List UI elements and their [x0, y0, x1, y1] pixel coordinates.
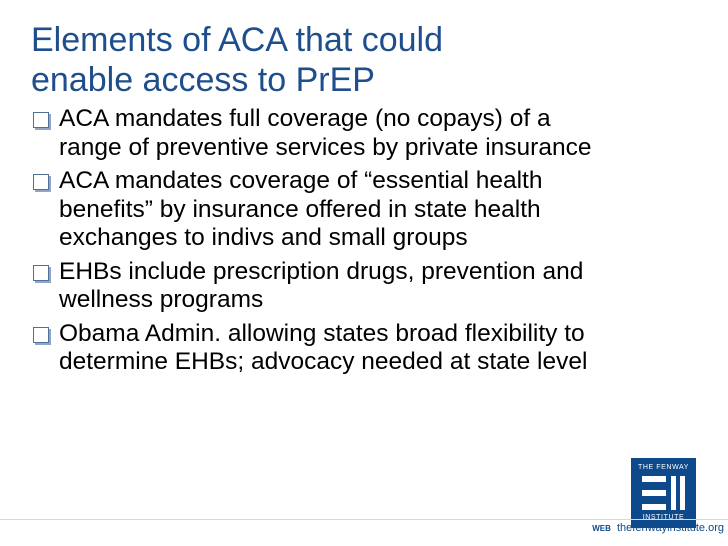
bullet-list [32, 105, 682, 382]
slide-title-line-2: enable access to PrEP [31, 61, 375, 99]
slide-title-line-1: Elements of ACA that could [31, 21, 444, 59]
bullet-line: determine EHBs; advocacy needed at state level [59, 348, 588, 375]
bullet-line: ACA mandates full coverage (no copays) of a [59, 105, 551, 132]
fenway-logo-mark-icon [642, 476, 685, 510]
checkbox-bullet-icon [33, 327, 49, 343]
bullet-line: ACA mandates coverage of “essential health [59, 167, 543, 194]
bullet-line: range of preventive services by private insurance [59, 133, 592, 161]
bullet-item [32, 320, 682, 377]
footer-url-link[interactable]: thefenwayinstitute.org [616, 522, 724, 534]
checkbox-bullet-icon [33, 174, 49, 190]
bullet-item [32, 167, 682, 253]
checkbox-bullet-icon [33, 265, 49, 281]
bullet-item [32, 105, 682, 162]
checkbox-bullet-icon [33, 112, 49, 128]
logo-bottom-text: INSTITUTE [642, 514, 685, 521]
footer-divider [0, 519, 728, 520]
bullet-line: exchanges to indivs and small groups [59, 224, 468, 251]
bullet-line: wellness programs [59, 286, 264, 313]
slide-title [31, 20, 631, 100]
bullet-line: EHBs include prescription drugs, prevention and [59, 257, 584, 285]
fenway-institute-logo [631, 458, 696, 528]
footer-web-label: WEB [592, 524, 611, 533]
footer [592, 522, 724, 534]
logo-top-text: THE FENWAY [637, 464, 690, 471]
bullet-line: benefits” by insurance offered in state health [59, 195, 541, 223]
bullet-item [32, 258, 682, 315]
bullet-line: Obama Admin. allowing states broad flexibility to [59, 319, 585, 347]
